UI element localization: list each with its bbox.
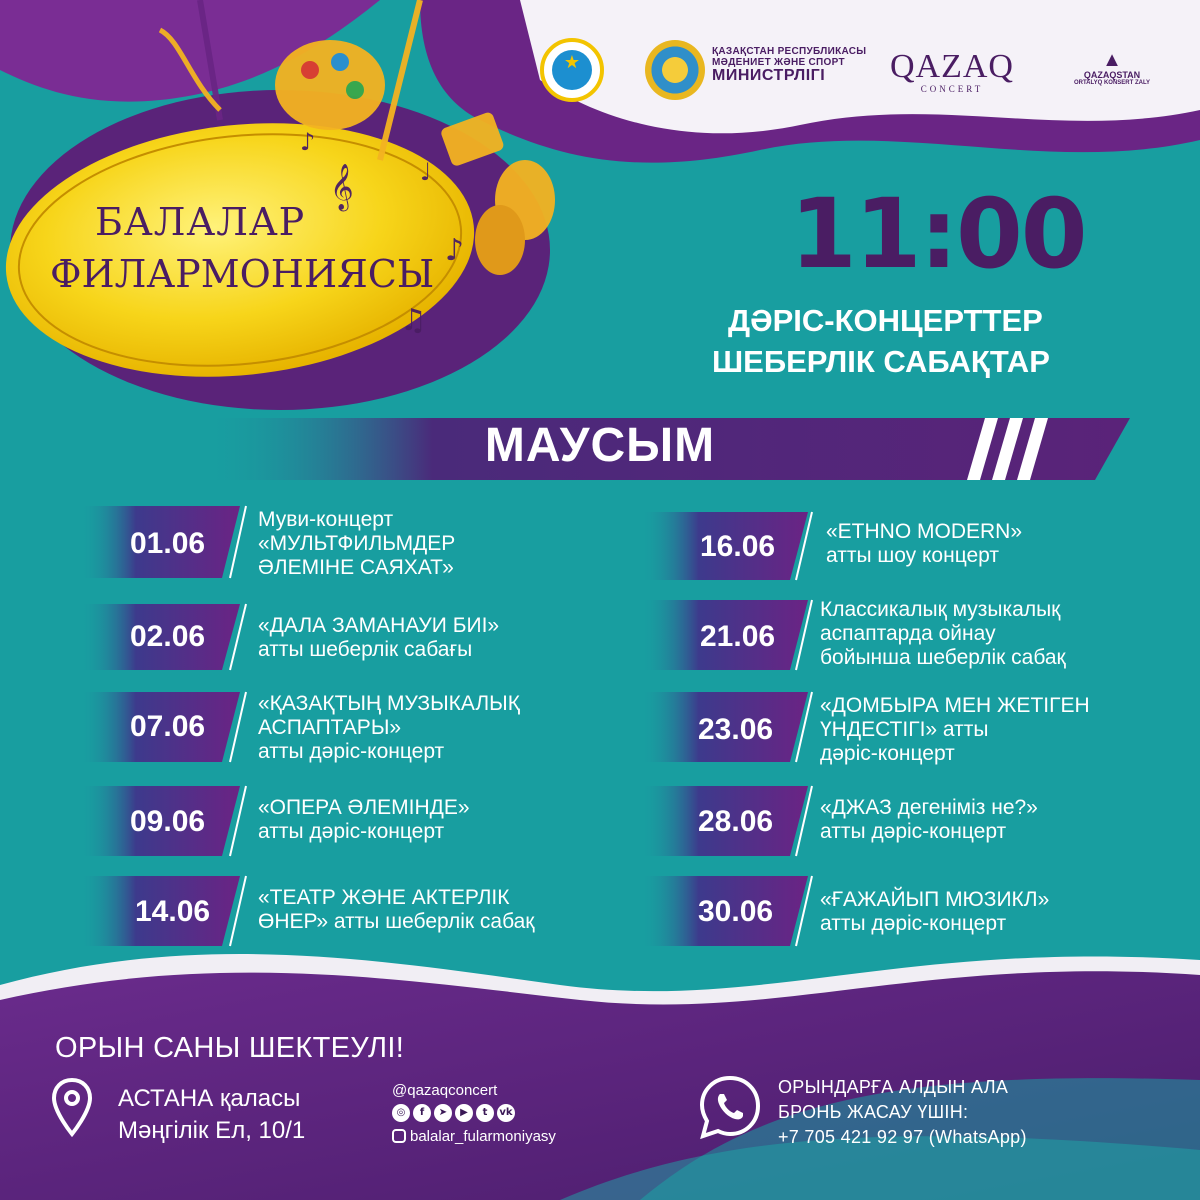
instagram-icon[interactable]: ◎ (392, 1104, 410, 1122)
event-description (820, 888, 1049, 936)
event-line: «МУЛЬТФИЛЬМДЕР (258, 532, 456, 555)
hall-name: QAZAQSTAN (1083, 70, 1141, 80)
event-line: «ДОМБЫРА МЕН ЖЕТІГЕН (820, 694, 1090, 717)
event-line: «ОПЕРА ӘЛЕМІНДЕ» (258, 796, 470, 819)
limited-seats-notice: ОРЫН САНЫ ШЕКТЕУЛІ! (55, 1032, 405, 1064)
twitter-icon[interactable]: t (476, 1104, 494, 1122)
event-line: «ТЕАТР ЖӘНЕ АКТЕРЛІК (258, 886, 510, 909)
ministry-line2: МӘДЕНИЕТ ЖӘНЕ СПОРТ (712, 56, 845, 68)
event-line: атты дәріс-концерт (820, 820, 1007, 843)
event-description (820, 796, 1038, 844)
svg-text:♩: ♩ (420, 158, 432, 186)
astana-badge-logo (540, 38, 604, 102)
event-date: 14.06 (135, 895, 211, 928)
event-date: 30.06 (698, 895, 774, 928)
star-icon: ★ (563, 52, 581, 73)
ministry-logo (712, 47, 866, 85)
svg-text:𝄞: 𝄞 (330, 164, 354, 210)
event-line: дәріс-концерт (820, 742, 955, 765)
event-date: 09.06 (130, 805, 206, 838)
booking-line1: ОРЫНДАРҒА АЛДЫН АЛА (778, 1077, 1009, 1097)
event-title (0, 180, 500, 330)
social-handle-link[interactable]: @qazaqconcert (392, 1082, 498, 1099)
month-heading: МАУСЫМ (484, 419, 716, 472)
event-description (820, 694, 1090, 766)
event-line: «ҒАЖАЙЫП МЮЗИКЛ» (820, 888, 1050, 911)
event-description (826, 520, 1022, 568)
event-line: ӘЛЕМІНЕ САЯХАТ» (258, 556, 454, 579)
event-line: атты дәріс-концерт (258, 820, 445, 843)
event-date: 28.06 (698, 805, 774, 838)
event-line: «ДЖАЗ дегеніміз не?» (820, 796, 1038, 819)
event-description (258, 508, 455, 580)
event-line: аспаптарда ойнау (820, 622, 996, 645)
event-line: атты шоу концерт (826, 544, 1000, 567)
social-icons (392, 1104, 515, 1122)
ministry-line3: МИНИСТРЛІГІ (712, 67, 826, 84)
subtitle-line1: ДӘРІС-КОНЦЕРТТЕР (728, 303, 1043, 338)
state-emblem-logo (645, 40, 705, 100)
qazaq-concert-logo (890, 50, 1014, 94)
event-date: 02.06 (130, 620, 206, 653)
event-description (258, 796, 470, 844)
location-pin-icon (52, 1078, 92, 1138)
event-line: «ETHNO MODERN» (826, 520, 1023, 543)
event-description (258, 614, 499, 662)
event-line: атты шеберлік сабағы (258, 638, 473, 661)
youtube-icon[interactable]: ▶ (455, 1104, 473, 1122)
instagram-account-link[interactable] (392, 1128, 556, 1145)
event-date: 01.06 (130, 527, 206, 560)
booking-phone[interactable]: +7 705 421 92 97 (WhatsApp) (778, 1127, 1027, 1147)
event-line: ӨНЕР» атты шеберлік сабақ (258, 910, 535, 933)
event-line: атты дәріс-концерт (258, 740, 445, 763)
subtitle-line2: ШЕБЕРЛІК САБАҚТАР (712, 344, 1050, 379)
instagram-account-name: balalar_fularmoniyasy (410, 1128, 556, 1145)
event-date: 23.06 (698, 713, 774, 746)
title-line2: ФИЛАРМОНИЯСЫ (50, 252, 435, 296)
event-date: 16.06 (700, 530, 776, 563)
hall-subtitle: ORTALYQ KONSERT ZALY (1073, 80, 1151, 86)
hall-roof-icon: ▲ (1102, 49, 1122, 71)
event-line: «ҚАЗАҚТЫҢ МУЗЫКАЛЫҚ (258, 692, 520, 715)
facebook-icon[interactable]: f (413, 1104, 431, 1122)
event-description (258, 692, 520, 764)
vk-icon[interactable]: vk (497, 1104, 515, 1122)
booking-line2: БРОНЬ ЖАСАУ ҮШІН: (778, 1102, 969, 1122)
event-line: Муви-концерт (258, 508, 394, 531)
ministry-line1: ҚАЗАҚСТАН РЕСПУБЛИКАСЫ (712, 46, 867, 57)
event-line: бойынша шеберлік сабақ (820, 646, 1066, 669)
venue-address (118, 1083, 305, 1147)
event-date: 07.06 (130, 710, 206, 743)
concert-logo-text: CONCERT (920, 84, 984, 94)
event-line: «ДАЛА ЗАМАНАУИ БИІ» (258, 614, 500, 637)
whatsapp-icon[interactable] (697, 1074, 763, 1140)
qazaq-logo-text: QAZAQ (890, 48, 1014, 85)
event-date: 21.06 (700, 620, 776, 653)
svg-text:♪: ♪ (445, 233, 465, 268)
event-line: АСПАПТАРЫ» (258, 716, 402, 739)
telegram-icon[interactable]: ➤ (434, 1104, 452, 1122)
concert-hall-logo (1062, 50, 1162, 86)
title-line1: БАЛАЛАР (95, 200, 306, 244)
booking-info (778, 1075, 1027, 1150)
event-line: атты дәріс-концерт (820, 912, 1007, 935)
svg-text:♫: ♫ (400, 303, 427, 338)
svg-text:♪: ♪ (300, 128, 316, 156)
event-line: Классикалық музыкалық (820, 598, 1061, 621)
event-time: 11:00 (790, 178, 1086, 290)
address-street: Мәңгілік Ел, 10/1 (118, 1117, 306, 1144)
instagram-icon (392, 1129, 406, 1143)
event-description (258, 886, 535, 934)
event-description (820, 598, 1066, 670)
address-city: АСТАНА қаласы (118, 1085, 301, 1112)
event-line: ҮНДЕСТІГІ» атты (820, 718, 989, 741)
